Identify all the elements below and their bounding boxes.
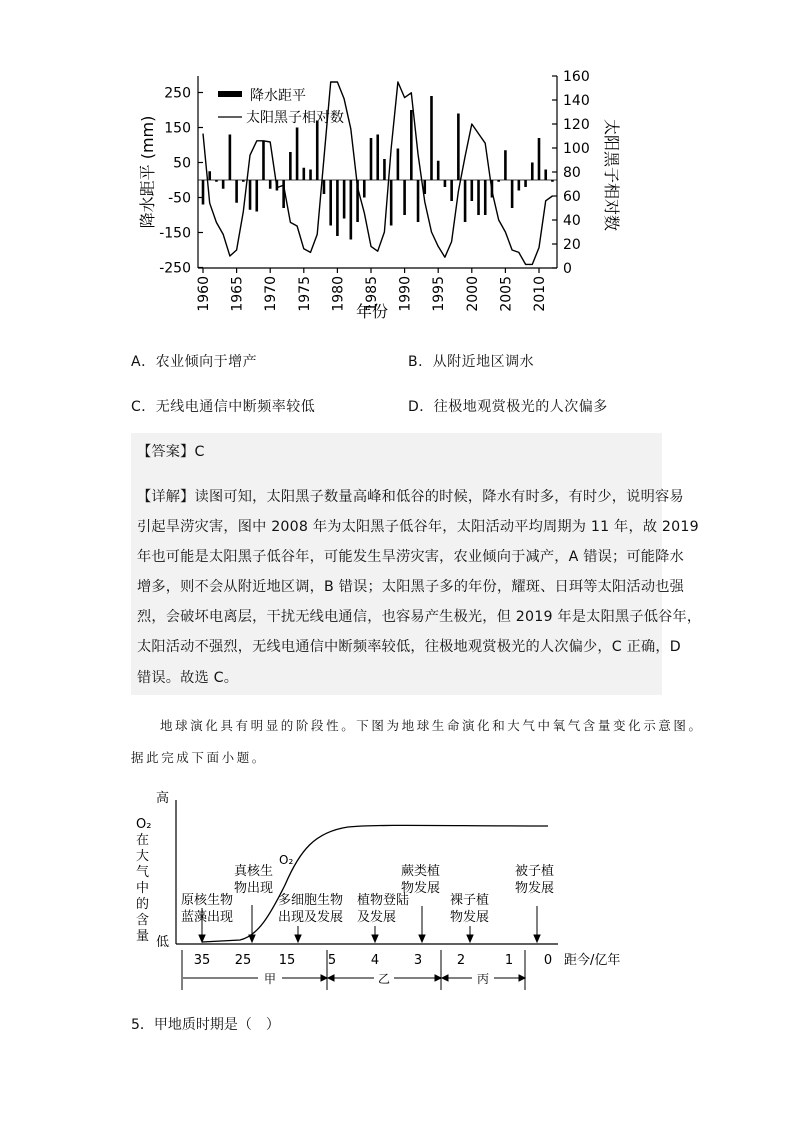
event-angiosperms-2: 物发展 bbox=[515, 881, 555, 896]
precip-bar bbox=[504, 150, 507, 180]
explanation-line-3: 年也可能是太阳黑子低谷年，可能发生旱涝灾害，农业倾向于减产，A 错误；可能降水 bbox=[137, 549, 684, 565]
right-tick-label: 140 bbox=[563, 93, 590, 109]
legend-line-label: 太阳黑子相对数 bbox=[246, 110, 344, 126]
precip-bar bbox=[208, 171, 211, 180]
time-tick-4: 4 bbox=[370, 953, 380, 968]
precip-bar bbox=[497, 180, 500, 182]
o2-curve-label: O₂ bbox=[279, 853, 294, 867]
precip-bar bbox=[329, 180, 332, 226]
precip-bar bbox=[531, 163, 534, 181]
precip-bar bbox=[511, 180, 514, 208]
precip-bar bbox=[323, 180, 326, 194]
precip-bar bbox=[430, 96, 433, 180]
left-tick-label: 50 bbox=[173, 155, 191, 172]
svg-text:O₂: O₂ bbox=[136, 817, 152, 832]
precip-bar bbox=[538, 138, 541, 180]
explanation-line-4: 增多，则不会从附近地区调，B 错误；太阳黑子多的年份，耀斑、日珥等太阳活动也强 bbox=[137, 579, 684, 595]
right-tick-label: 60 bbox=[563, 189, 581, 205]
left-tick-label: 250 bbox=[164, 85, 191, 102]
event-multicellular-2: 出现及发展 bbox=[278, 910, 344, 925]
precip-bar bbox=[229, 135, 232, 181]
x-tick-label: 1990 bbox=[397, 276, 414, 312]
left-tick-label: -150 bbox=[159, 225, 191, 242]
time-unit: 距今/亿年 bbox=[564, 953, 621, 968]
time-tick-25: 25 bbox=[234, 953, 252, 968]
explanation-line-5: 烈，会破坏电离层，干扰无线电通信，也容易产生极光，但 2019 年是太阳黑子低谷年， bbox=[137, 609, 702, 625]
event-prokaryote-2: 蓝藻出现 bbox=[181, 910, 234, 925]
right-tick-label: 100 bbox=[563, 141, 590, 157]
time-tick-15: 15 bbox=[278, 953, 296, 968]
x-tick-label: 2010 bbox=[532, 276, 548, 312]
precip-bar bbox=[544, 170, 547, 181]
precip-bar bbox=[518, 180, 521, 191]
era-yi: 乙 bbox=[377, 972, 391, 986]
svg-text:量: 量 bbox=[136, 929, 150, 944]
precip-bar bbox=[296, 128, 299, 181]
svg-text:大: 大 bbox=[136, 849, 150, 864]
explanation-line-1: 【详解】读图可知，太阳黑子数量高峰和低谷的时候，降水有时多，有时少，说明容易 bbox=[137, 489, 684, 505]
intro-line-1: 地球演化具有明显的阶段性。下图为地球生命演化和大气中氧气含量变化示意图。 bbox=[160, 718, 704, 733]
era-jia: 甲 bbox=[263, 972, 277, 986]
precip-bar bbox=[417, 180, 420, 222]
left-axis-title: 降水距平 (mm) bbox=[138, 115, 157, 229]
event-gymnosperms-2: 物发展 bbox=[450, 910, 490, 925]
right-tick-label: 120 bbox=[563, 117, 590, 133]
evo-y-high: 高 bbox=[156, 791, 170, 806]
right-tick-label: 20 bbox=[563, 237, 581, 253]
precip-bar bbox=[343, 180, 346, 219]
precip-bar bbox=[202, 180, 205, 205]
precip-bar bbox=[269, 180, 272, 189]
precip-bar bbox=[437, 161, 440, 180]
answer-label: 【答案】C bbox=[137, 444, 205, 460]
svg-text:含: 含 bbox=[136, 913, 150, 928]
x-tick-label: 1995 bbox=[431, 276, 448, 312]
precip-bar bbox=[303, 168, 306, 180]
event-ferns-2: 物发展 bbox=[401, 881, 441, 896]
legend-bar-label: 降水距平 bbox=[250, 88, 306, 104]
precip-bar bbox=[450, 180, 453, 201]
event-angiosperms: 被子植 bbox=[515, 864, 555, 879]
x-tick-label: 1985 bbox=[364, 276, 380, 312]
svg-text:中: 中 bbox=[136, 881, 150, 896]
event-multicellular: 多细胞生物 bbox=[278, 893, 344, 908]
precip-bar bbox=[222, 180, 225, 189]
precip-bar bbox=[350, 180, 353, 240]
x-tick-label: 2000 bbox=[464, 276, 481, 312]
era-bing: 丙 bbox=[476, 972, 490, 986]
option-d[interactable]: D．往极地观赏极光的人次偏多 bbox=[408, 399, 608, 415]
era-brackets bbox=[182, 950, 525, 990]
event-eukaryote: 真核生 bbox=[234, 864, 274, 879]
svg-text:气: 气 bbox=[136, 865, 150, 880]
time-tick-5: 5 bbox=[327, 953, 337, 968]
precip-bar bbox=[383, 159, 386, 180]
precip-bar bbox=[464, 180, 467, 222]
precip-bar bbox=[309, 170, 312, 181]
precip-bar bbox=[444, 180, 447, 187]
time-tick-0: 0 bbox=[543, 953, 553, 968]
precip-bar bbox=[336, 180, 339, 236]
event-eukaryote-2: 物出现 bbox=[234, 881, 274, 896]
x-tick-label: 1980 bbox=[330, 276, 347, 312]
intro-line-2: 据此完成下面小题。 bbox=[131, 750, 267, 765]
explanation-line-2: 引起旱涝灾害，图中 2008 年为太阳黑子低谷年，太阳活动平均周期为 11 年，故 2019 bbox=[137, 519, 699, 535]
event-gymnosperms: 裸子植 bbox=[450, 893, 490, 908]
evo-y-low: 低 bbox=[156, 935, 170, 950]
option-c[interactable]: C．无线电通信中断频率较低 bbox=[131, 399, 316, 415]
precip-bar bbox=[524, 180, 527, 187]
sunspot-precip-chart bbox=[0, 0, 794, 330]
left-axis-ticks bbox=[159, 86, 203, 277]
x-tick-label: 2005 bbox=[498, 276, 515, 312]
x-tick-label: 1960 bbox=[196, 276, 212, 312]
precip-bar bbox=[376, 135, 379, 181]
svg-text:的: 的 bbox=[136, 897, 150, 912]
precip-bar bbox=[316, 121, 319, 181]
event-ferns: 蕨类植 bbox=[401, 864, 441, 879]
left-tick-label: -50 bbox=[168, 190, 191, 207]
time-tick-1: 1 bbox=[504, 953, 514, 968]
earth-evolution-diagram bbox=[0, 780, 794, 1005]
x-tick-label: 1965 bbox=[229, 276, 246, 312]
svg-text:在: 在 bbox=[136, 833, 150, 848]
precip-bar bbox=[471, 180, 474, 201]
precip-bar bbox=[289, 152, 292, 180]
event-plants-land-2: 及发展 bbox=[357, 910, 397, 925]
option-b[interactable]: B．从附近地区调水 bbox=[408, 354, 535, 370]
evo-y-label bbox=[136, 817, 151, 944]
x-tick-label: 1975 bbox=[296, 276, 313, 312]
precip-bar bbox=[215, 180, 218, 182]
precip-bar bbox=[484, 180, 487, 215]
precip-bar bbox=[249, 180, 252, 210]
explanation-line-7: 错误。故选 C。 bbox=[137, 670, 239, 686]
precip-bar bbox=[477, 180, 480, 215]
precip-bar bbox=[255, 180, 258, 212]
x-axis-title: 年份 bbox=[355, 302, 389, 321]
right-tick-label: 40 bbox=[563, 213, 581, 229]
left-tick-label: -250 bbox=[159, 260, 191, 277]
precip-bar bbox=[397, 149, 400, 181]
precip-bar bbox=[235, 180, 238, 203]
right-tick-label: 80 bbox=[563, 165, 581, 181]
right-axis-ticks bbox=[552, 69, 590, 277]
x-tick-label: 1970 bbox=[263, 276, 280, 312]
right-tick-label: 160 bbox=[563, 69, 590, 85]
precip-bar bbox=[242, 180, 245, 182]
legend-bar-swatch bbox=[218, 91, 242, 97]
precip-bar bbox=[363, 180, 366, 198]
time-tick-2: 2 bbox=[456, 953, 466, 968]
time-tick-3: 3 bbox=[413, 953, 423, 968]
precip-bar bbox=[370, 138, 373, 180]
event-prokaryote: 原核生物 bbox=[181, 893, 234, 908]
question-5: 5．甲地质时期是（ ） bbox=[131, 1017, 280, 1033]
event-plants-land: 植物登陆 bbox=[357, 893, 410, 908]
precip-bar bbox=[262, 142, 265, 181]
time-tick-35: 35 bbox=[193, 953, 211, 968]
explanation-line-6: 太阳活动不强烈，无线电通信中断频率较低，往极地观赏极光的人次偏少，C 正确，D bbox=[137, 639, 681, 655]
right-axis-title: 太阳黑子相对数 bbox=[602, 118, 621, 232]
option-a[interactable]: A．农业倾向于增产 bbox=[131, 354, 258, 370]
precip-bar bbox=[457, 114, 460, 181]
precip-bar bbox=[410, 110, 413, 180]
precip-bar bbox=[390, 180, 393, 226]
precip-bar bbox=[551, 180, 554, 182]
precip-bar bbox=[403, 180, 406, 215]
right-tick-label: 0 bbox=[563, 261, 572, 277]
left-tick-label: 150 bbox=[164, 120, 191, 137]
